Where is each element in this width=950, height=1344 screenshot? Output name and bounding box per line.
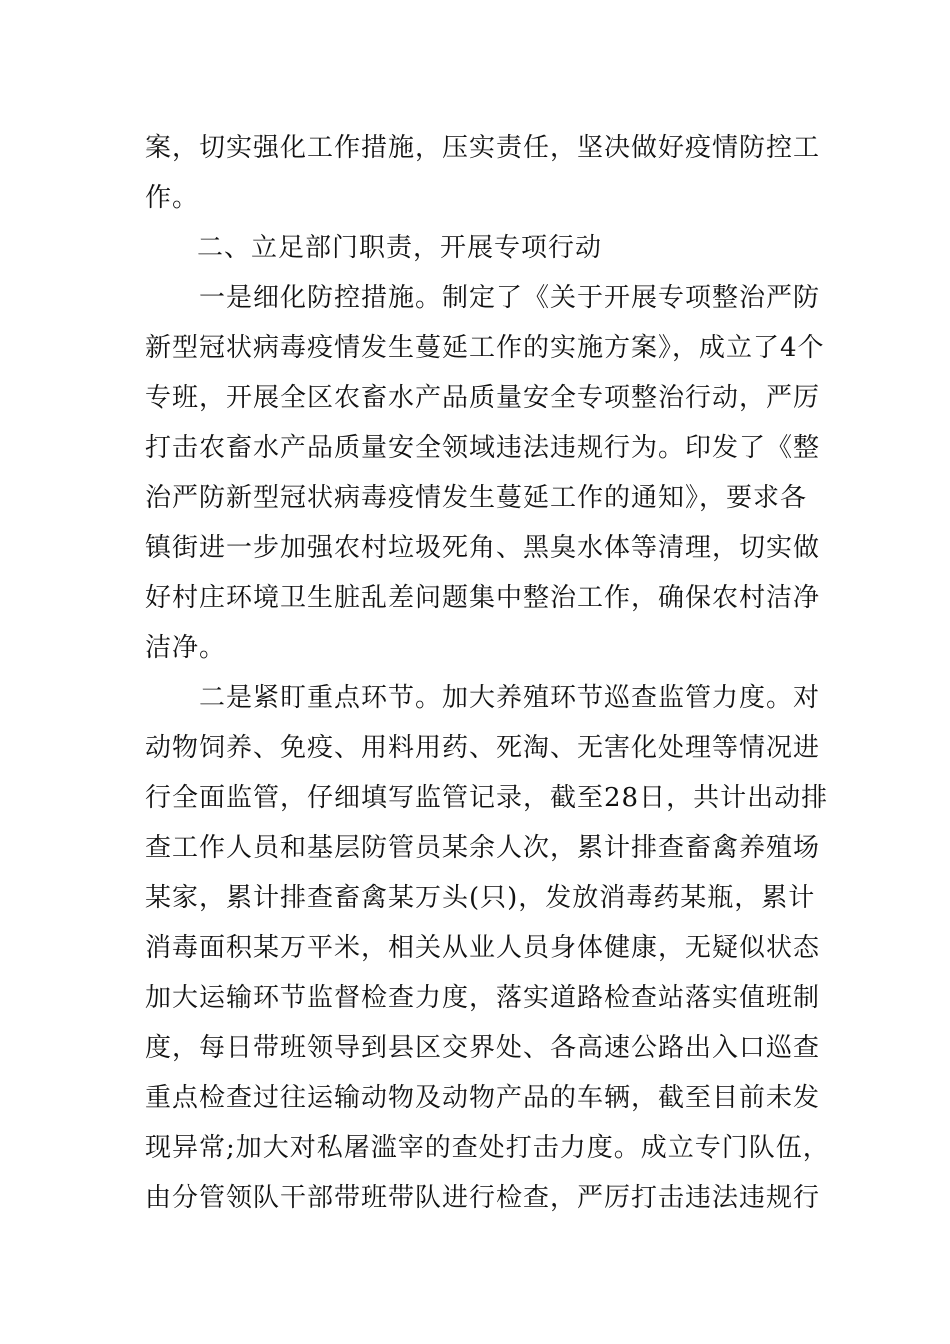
text-line: 专班，开展全区农畜水产品质量安全专项整治行动，严厉 (145, 383, 821, 413)
text-line: 某家，累计排查畜禽某万头(只)，发放消毒药某瓶，累计 (145, 883, 816, 913)
section-heading: 二、立足部门职责，开展专项行动 (197, 233, 603, 263)
text-line: 二是紧盯重点环节。加大养殖环节巡查监管力度。对 (199, 683, 821, 713)
text-line: 镇街进一步加强农村垃圾死角、黑臭水体等清理，切实做 (145, 533, 821, 563)
text-line: 由分管领队干部带班带队进行检查，严厉打击违法违规行 (145, 1183, 821, 1213)
text-line: 一是细化防控措施。制定了《关于开展专项整治严防 (199, 283, 821, 313)
text-line: 治严防新型冠状病毒疫情发生蔓延工作的通知》，要求各 (145, 483, 808, 513)
text-line: 新型冠状病毒疫情发生蔓延工作的实施方案》，成立了4个 (145, 333, 825, 363)
text-line: 现异常;加大对私屠滥宰的查处打击力度。成立专门队伍， (145, 1133, 830, 1163)
text-line: 度，每日带班领导到县区交界处、各高速公路出入口巡查 (145, 1033, 821, 1063)
text-line: 重点检查过往运输动物及动物产品的车辆，截至目前未发 (145, 1083, 821, 1113)
text-line: 作。 (145, 183, 200, 213)
text-line: 加大运输环节监督检查力度，落实道路检查站落实值班制 (145, 983, 821, 1013)
text-line: 好村庄环境卫生脏乱差问题集中整治工作，确保农村洁净 (145, 583, 821, 613)
text-line: 打击农畜水产品质量安全领域违法违规行为。印发了《整 (145, 433, 821, 463)
text-line: 动物饲养、免疫、用料用药、死淘、无害化处理等情况进 (145, 733, 821, 763)
text-line: 行全面监管，仔细填写监管记录，截至28日，共计出动排 (145, 783, 829, 813)
text-line: 查工作人员和基层防管员某余人次，累计排查畜禽养殖场 (145, 833, 821, 863)
text-line: 消毒面积某万平米，相关从业人员身体健康，无疑似状态 (145, 933, 821, 963)
text-line: 案，切实强化工作措施，压实责任，坚决做好疫情防控工 (145, 133, 821, 163)
text-line: 洁净。 (145, 633, 227, 663)
